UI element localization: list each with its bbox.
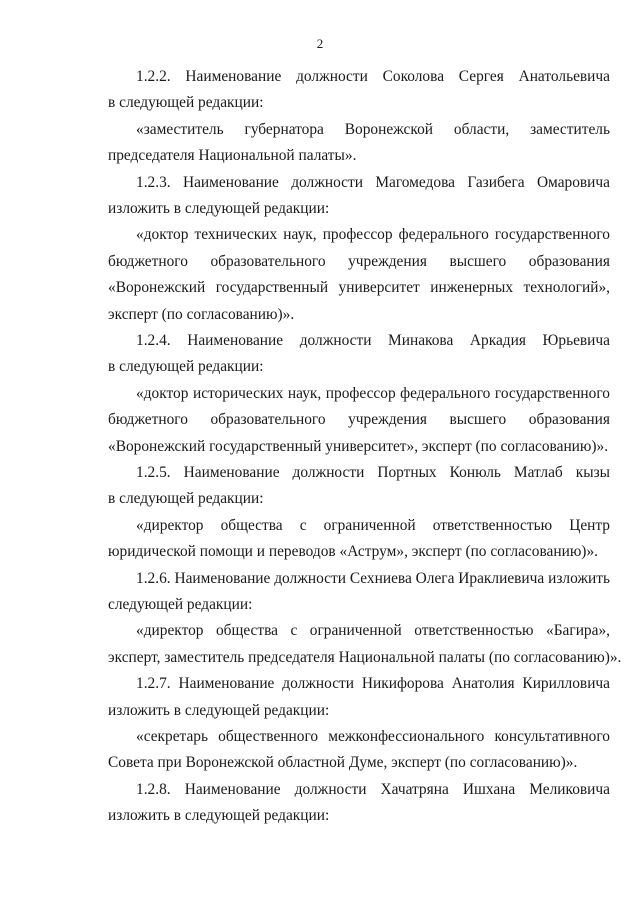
text-line: председателя Национальной палаты». <box>108 147 357 165</box>
text-line: бюджетного образовательного учреждения высшего образования <box>108 252 610 270</box>
text-line: «доктор исторических наук, профессор федерального государственного <box>136 384 610 402</box>
text-line: следующей редакции: <box>108 596 253 613</box>
text-line: 1.2.7. Наименование должности Никифорова Анатолия Кирилловича <box>136 675 610 693</box>
text-line: «заместитель губернатора Воронежской области, заместитель <box>136 120 610 138</box>
text-line: «директор общества с ограниченной ответственностью «Багира», <box>136 622 610 640</box>
text-line: «Воронежский государственный университет», эксперт (по согласованию)». <box>108 437 609 455</box>
text-line: юридической помощи и переводов «Аструм», эксперт (по согласованию)». <box>108 543 598 561</box>
text-line: изложить в следующей редакции: <box>108 701 330 719</box>
text-line: «секретарь общественного межконфессионального консультативного <box>136 728 610 745</box>
text-line: эксперт (по согласованию)». <box>108 305 295 323</box>
text-line: 1.2.8. Наименование должности Хачатряна Ишхана Меликовича <box>136 780 610 798</box>
text-line: эксперт, заместитель председателя Национальной палаты (по согласованию)». <box>108 648 622 666</box>
text-line: Совета при Воронежской областной Думе, эксперт (по согласованию)». <box>108 754 578 772</box>
text-line: «доктор технических наук, профессор федерального государственного <box>136 226 610 244</box>
text-line: изложить в следующей редакции: <box>108 807 330 825</box>
text-line: «директор общества с ограниченной ответственностью Центр <box>136 516 610 534</box>
text-line: изложить в следующей редакции: <box>108 200 330 217</box>
text-line: 1.2.3. Наименование должности Магомедова Газибега Омаровича <box>136 173 610 191</box>
text-line: в следующей редакции: <box>108 94 264 112</box>
page-number: 2 <box>316 36 324 51</box>
text-line: в следующей редакции: <box>108 358 264 376</box>
text-line: 1.2.2. Наименование должности Соколова Сергея Анатольевича <box>136 68 610 85</box>
text-line: бюджетного образовательного учреждения высшего образования <box>108 411 610 429</box>
text-line: «Воронежский государственный университет инженерных технологий», <box>108 279 610 297</box>
text-line: в следующей редакции: <box>108 490 264 508</box>
text-line: 1.2.4. Наименование должности Минакова Аркадия Юрьевича <box>136 332 610 349</box>
text-line: 1.2.5. Наименование должности Портных Конюль Матлаб кызы <box>136 464 610 481</box>
text-line: 1.2.6. Наименование должности Сехниева Олега Ираклиевича изложить <box>136 569 610 587</box>
